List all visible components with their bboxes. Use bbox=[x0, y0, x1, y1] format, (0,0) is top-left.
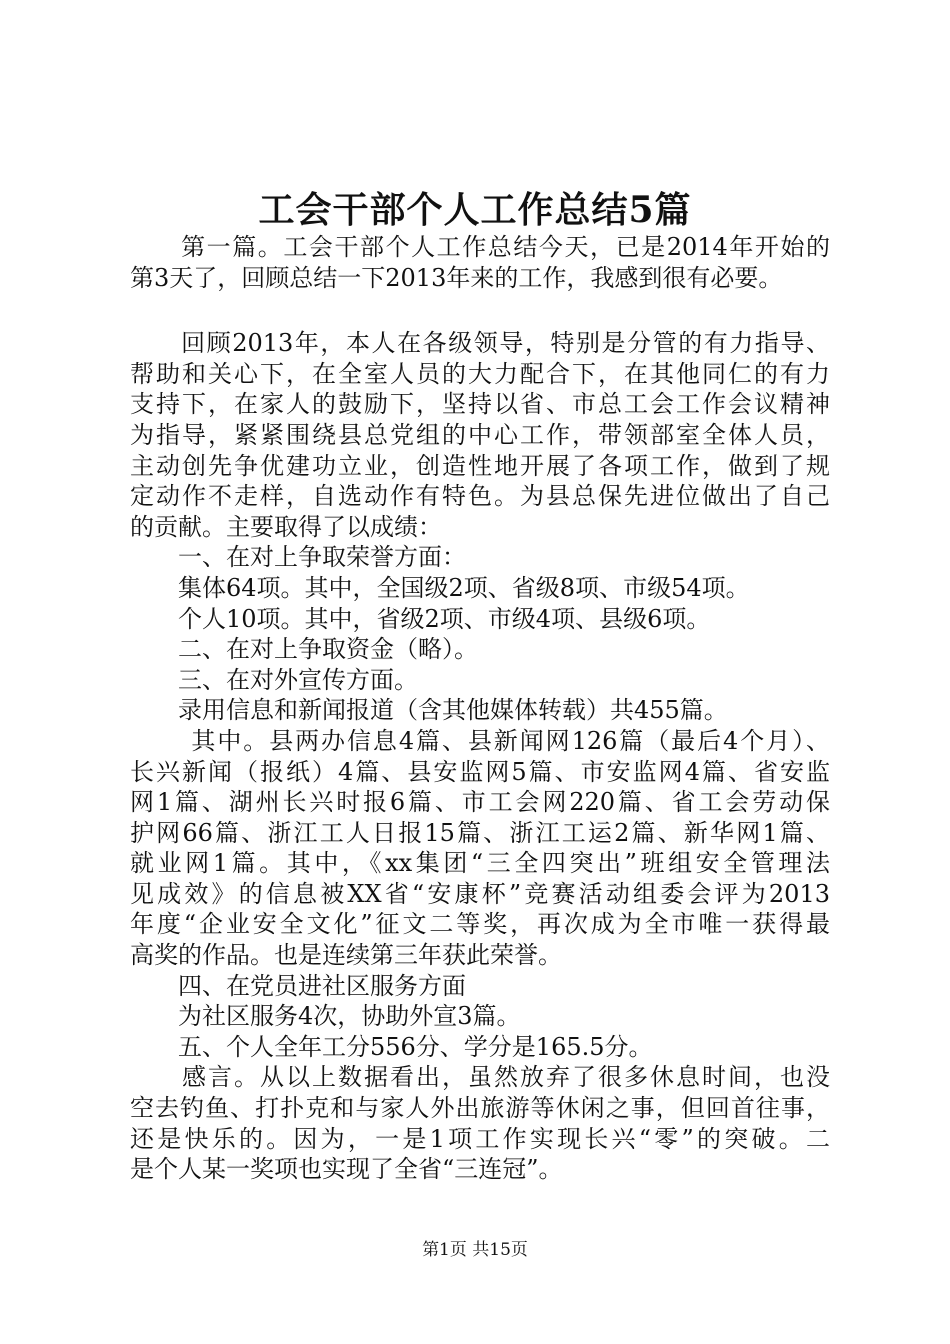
body-line: 就业网1篇。其中，《xx集团“三全四突出”班组安全管理法 bbox=[130, 849, 830, 878]
body-line: 高奖的作品。也是连续第三年获此荣誉。 bbox=[130, 941, 562, 970]
section-heading: 二、在对上争取资金（略）。 bbox=[130, 635, 478, 664]
section-heading: 三、在对外宣传方面。 bbox=[130, 665, 418, 694]
paragraph-spacer bbox=[130, 293, 830, 328]
body-line: 第3天了，回顾总结一下2013年来的工作，我感到很有必要。 bbox=[130, 263, 783, 292]
section-heading: 四、在党员进社区服务方面 bbox=[130, 971, 466, 1000]
body-line: 长兴新闻（报纸）4篇、县安监网5篇、市安监网4篇、省安监 bbox=[130, 757, 830, 786]
document-title: 工会干部个人工作总结5篇 bbox=[258, 189, 692, 231]
body-line: 空去钓鱼、打扑克和与家人外出旅游等休闲之事，但回首往事， bbox=[130, 1094, 830, 1123]
body-line: 感言。从以上数据看出，虽然放弃了很多休息时间，也没 bbox=[130, 1063, 830, 1092]
page-footer: 第1页 共15页 bbox=[422, 1240, 528, 1260]
section-heading: 五、个人全年工分556分、学分是165.5分。 bbox=[130, 1032, 653, 1061]
body-line: 网1篇、湖州长兴时报6篇、市工会网220篇、省工会劳动保 bbox=[130, 788, 830, 817]
body-line: 回顾2013年，本人在各级领导，特别是分管的有力指导、 bbox=[130, 329, 830, 358]
body-line: 支持下，在家人的鼓励下，坚持以省、市总工会工作会议精神 bbox=[130, 390, 830, 419]
body-line: 为社区服务4次，协助外宣3篇。 bbox=[130, 1002, 521, 1031]
document-body bbox=[130, 232, 830, 1185]
body-line: 主动创先争优建功立业，创造性地开展了各项工作，做到了规 bbox=[130, 451, 830, 480]
body-line: 年度“企业安全文化”征文二等奖，再次成为全市唯一获得最 bbox=[130, 910, 830, 939]
body-line: 其中。县两办信息4篇、县新闻网126篇（最后4个月）、 bbox=[130, 726, 830, 755]
body-line: 护网66篇、浙江工人日报15篇、浙江工运2篇、新华网1篇、 bbox=[130, 818, 830, 847]
body-line: 的贡献。主要取得了以成绩： bbox=[130, 512, 442, 541]
body-line: 是个人某一奖项也实现了全省“三连冠”。 bbox=[130, 1155, 563, 1184]
body-line: 录用信息和新闻报道（含其他媒体转载）共455篇。 bbox=[130, 696, 728, 725]
body-line: 个人10项。其中，省级2项、市级4项、县级6项。 bbox=[130, 604, 711, 633]
body-line: 帮助和关心下，在全室人员的大力配合下，在其他同仁的有力 bbox=[130, 359, 830, 388]
body-line: 还是快乐的。因为，一是1项工作实现长兴“零”的突破。二 bbox=[130, 1124, 830, 1153]
body-line: 定动作不走样，自选动作有特色。为县总保先进位做出了自己 bbox=[130, 482, 830, 511]
body-line: 为指导，紧紧围绕县总党组的中心工作，带领部室全体人员， bbox=[130, 420, 830, 449]
body-line: 第一篇。工会干部个人工作总结今天，已是2014年开始的 bbox=[130, 233, 830, 261]
section-heading: 一、在对上争取荣誉方面： bbox=[130, 543, 466, 572]
body-line: 集体64项。其中，全国级2项、省级8项、市级54项。 bbox=[130, 573, 750, 602]
body-line: 见成效》的信息被XX省“安康杯”竞赛活动组委会评为2013 bbox=[130, 879, 830, 908]
